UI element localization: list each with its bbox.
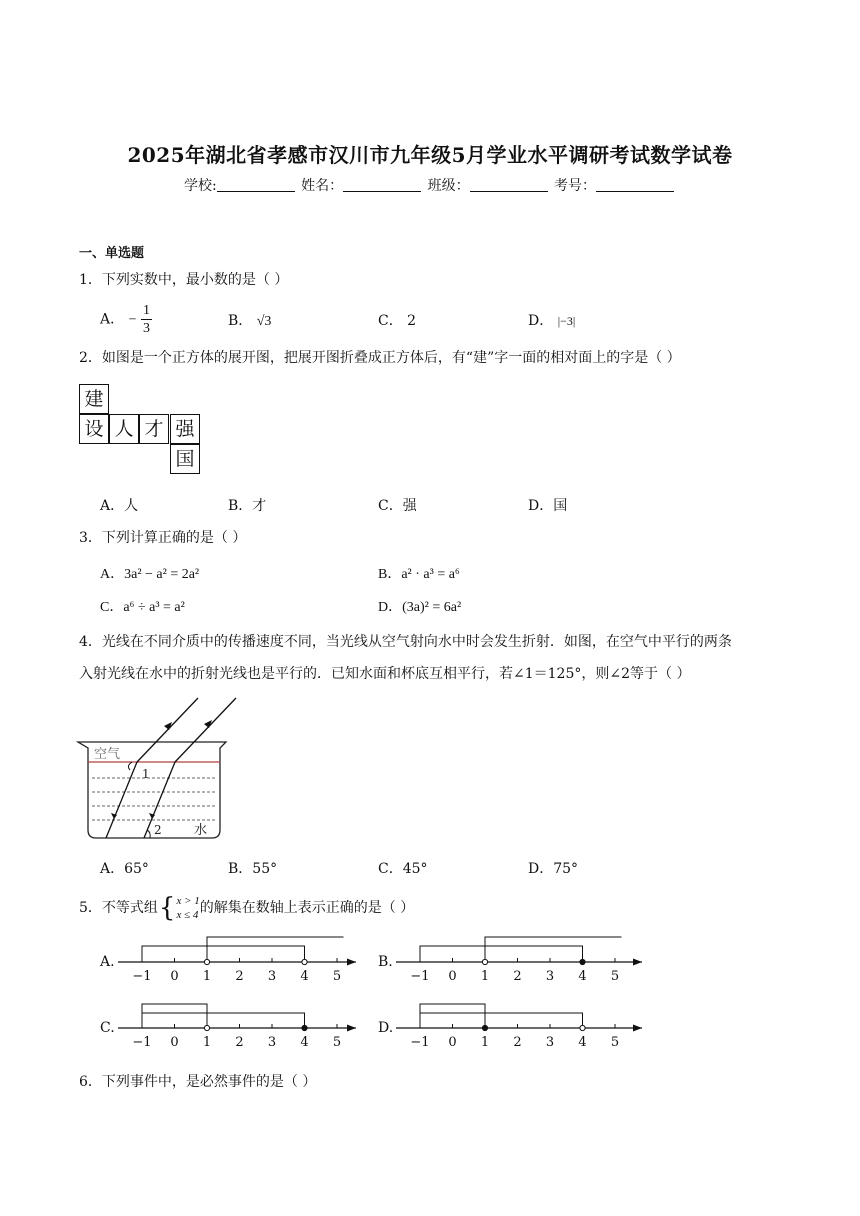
solution-bracket	[142, 946, 305, 962]
solution-bracket	[485, 937, 622, 962]
axis-tick-label: 0	[448, 969, 457, 980]
q3-option-a: A．3a² − a² = 2a²	[100, 567, 200, 582]
axis-tick-label: 3	[267, 969, 277, 980]
q3-option-d: D．(3a)² = 6a²	[378, 600, 462, 615]
refraction-figure	[70, 692, 240, 844]
open-endpoint	[482, 959, 487, 964]
question-5-stem	[79, 894, 414, 922]
axis-tick-label: −1	[410, 969, 430, 980]
closed-endpoint	[482, 1025, 487, 1030]
class-label: 班级：	[427, 178, 470, 194]
question-4-line-1: 4．光线在不同介质中的传播速度不同，当光线从空气射向水中时会发生折射．如图，在空气中平行的两条	[79, 634, 732, 650]
axis-tick-label: 2	[513, 1035, 522, 1048]
fig-angle-2-label: 2	[154, 823, 162, 837]
closed-endpoint	[302, 1025, 307, 1030]
page-title: 2025年湖北省孝感市汉川市九年级5月学业水平调研考试数学试卷	[127, 143, 733, 167]
axis-tick-label: 4	[300, 1035, 309, 1048]
q2-option-a: A．人	[100, 498, 139, 514]
q5-system	[176, 894, 199, 922]
open-endpoint	[204, 1025, 209, 1030]
axis-tick-label: 1	[480, 969, 490, 980]
question-1-stem: 1．下列实数中，最小数的是（ ）	[79, 272, 289, 288]
solution-bracket	[420, 1013, 583, 1028]
question-3-stem: 3．下列计算正确的是（ ）	[79, 530, 247, 546]
axis-tick-label: −1	[410, 1035, 430, 1048]
q4-option-c: C．45°	[378, 861, 428, 877]
q1-option-b	[228, 310, 271, 330]
name-blank	[343, 177, 421, 192]
axis-tick-label: 1	[480, 1035, 490, 1048]
q1-a-sign: −	[128, 312, 137, 328]
q2-option-b: B．才	[228, 498, 267, 514]
exam-info-line	[0, 175, 860, 195]
solution-bracket	[207, 937, 344, 962]
net-cell-she: 设	[79, 414, 109, 444]
q5-condition-2: x ≤ 4	[176, 909, 199, 921]
axis-tick-label: 3	[267, 1035, 277, 1048]
fig-water-label: 水	[194, 823, 208, 838]
q5-option-d-label: D.	[378, 1020, 394, 1036]
q1-c-label: C．	[378, 313, 403, 329]
q3-option-b: B．a² · a³ = a⁶	[378, 567, 460, 582]
axis-tick-label: 3	[545, 969, 555, 980]
axis-tick-label: 4	[578, 969, 587, 980]
q5-number-line-b	[396, 930, 646, 980]
axis-tick-label: 5	[332, 1035, 342, 1048]
q1-a-numerator: 1	[142, 303, 150, 318]
name-label: 姓名：	[301, 178, 344, 194]
closed-endpoint	[580, 959, 585, 964]
open-endpoint	[302, 959, 307, 964]
q1-a-denominator: 3	[142, 321, 150, 336]
school-blank	[217, 177, 295, 192]
q1-d-value: |−3|	[557, 314, 576, 328]
q3-option-c: C．a⁶ ÷ a³ = a²	[100, 600, 185, 615]
axis-arrow	[347, 959, 356, 966]
q1-option-a	[100, 302, 152, 337]
q5-option-b-label: B.	[378, 954, 393, 970]
q1-option-d	[528, 310, 575, 330]
axis-arrow	[347, 1025, 356, 1032]
exam-no-blank	[596, 177, 674, 192]
solution-bracket	[142, 1013, 305, 1028]
q1-a-label: A．	[100, 311, 125, 328]
fig-air-label: 空气	[94, 747, 121, 762]
question-6-stem: 6．下列事件中，是必然事件的是（ ）	[79, 1074, 317, 1090]
q5-stem-pre: 5．不等式组	[79, 900, 158, 916]
axis-tick-label: 0	[448, 1035, 457, 1048]
question-4-line-2: 入射光线在水中的折射光线也是平行的．已知水面和杯底互相平行，若∠1＝125°，则∠2等于（ ）	[79, 666, 691, 682]
q1-option-c	[378, 310, 416, 330]
axis-arrow	[633, 959, 642, 966]
net-cell-guo: 国	[170, 444, 200, 474]
net-cell-cai: 才	[139, 414, 169, 444]
axis-tick-label: 2	[513, 969, 522, 980]
axis-tick-label: 1	[202, 969, 212, 980]
axis-tick-label: 0	[170, 1035, 179, 1048]
solution-bracket	[420, 946, 583, 962]
axis-tick-label: 3	[545, 1035, 555, 1048]
class-blank	[470, 177, 548, 192]
q2-option-d: D．国	[528, 498, 568, 514]
q1-c-value: 2	[407, 313, 417, 329]
q5-option-c-label: C.	[100, 1020, 115, 1036]
q1-b-label: B．	[228, 313, 253, 329]
q5-number-line-d	[396, 996, 646, 1048]
q4-option-b: B．55°	[228, 861, 278, 877]
q5-stem-post: 的解集在数轴上表示正确的是（ ）	[199, 900, 415, 916]
q2-option-c: C．强	[378, 498, 417, 514]
fig-angle-1-label: 1	[142, 767, 150, 781]
cube-net-figure	[79, 384, 203, 476]
axis-tick-label: 0	[170, 969, 179, 980]
q5-condition-1: x > 1	[176, 895, 200, 907]
q5-brace: {	[158, 893, 176, 923]
exam-no-label: 考号：	[554, 178, 597, 194]
net-cell-ren: 人	[109, 414, 139, 444]
axis-tick-label: −1	[132, 1035, 152, 1048]
axis-tick-label: 5	[610, 1035, 620, 1048]
net-cell-qiang: 强	[170, 414, 200, 444]
q5-option-a-label: A.	[100, 954, 115, 970]
open-endpoint	[204, 959, 209, 964]
axis-tick-label: 4	[300, 969, 309, 980]
axis-arrow	[633, 1025, 642, 1032]
q4-option-a: A．65°	[100, 861, 149, 877]
q1-b-value: √3	[256, 314, 272, 329]
axis-tick-label: 2	[235, 1035, 244, 1048]
q5-number-line-c	[118, 996, 358, 1048]
school-label: 学校:	[183, 178, 217, 194]
q1-a-fraction	[141, 302, 152, 337]
axis-tick-label: 5	[610, 969, 620, 980]
net-cell-jian: 建	[79, 384, 109, 414]
open-endpoint	[580, 1025, 585, 1030]
axis-tick-label: 5	[332, 969, 342, 980]
section-heading: 一、单选题	[79, 246, 145, 261]
question-2-stem: 2．如图是一个正方体的展开图，把展开图折叠成正方体后，有“建”字一面的相对面上的字是（ ）	[79, 350, 681, 366]
q1-d-label: D．	[528, 313, 554, 329]
q5-number-line-a	[118, 930, 358, 980]
axis-tick-label: 2	[235, 969, 244, 980]
axis-tick-label: 1	[202, 1035, 212, 1048]
axis-tick-label: 4	[578, 1035, 587, 1048]
q4-option-d: D．75°	[528, 861, 579, 877]
axis-tick-label: −1	[132, 969, 152, 980]
